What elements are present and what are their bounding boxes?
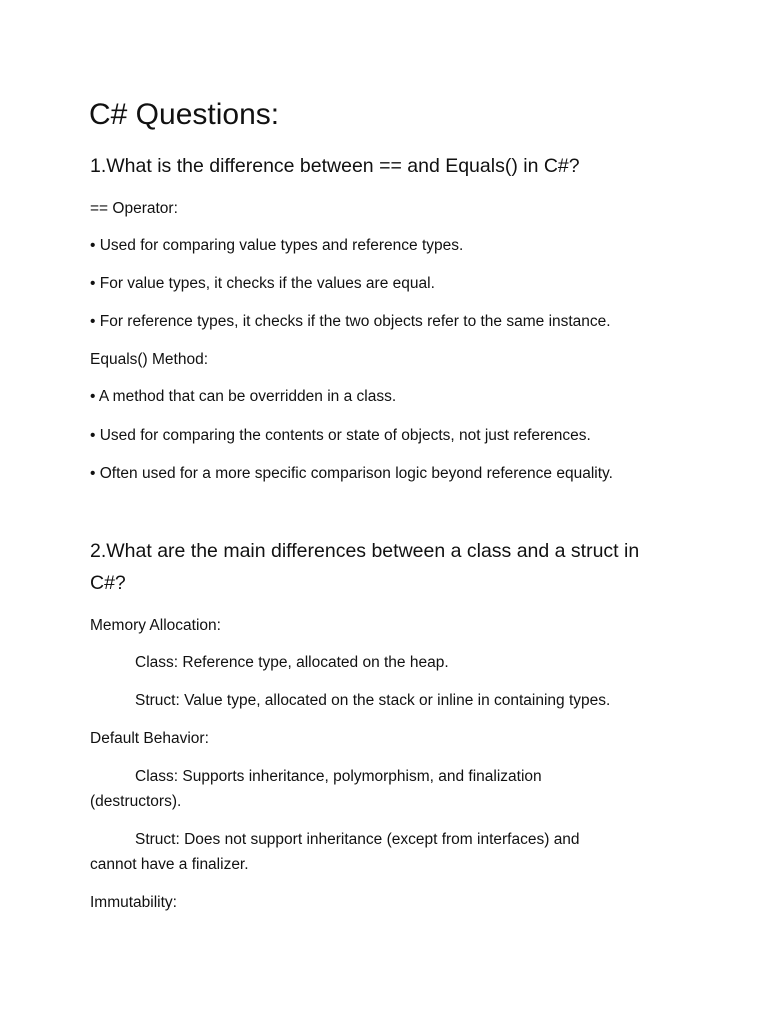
question-2-heading-line-2: C#? [90, 572, 126, 594]
operator-point-3: • For reference types, it checks if the two objects refer to the same instance. [90, 313, 611, 330]
method-point-3: • Often used for a more specific comparison logic beyond reference equality. [90, 465, 613, 482]
operator-label: == Operator: [90, 200, 178, 217]
default-struct-text-line-1: Struct: Does not support inheritance (except from interfaces) and [135, 831, 580, 848]
immutability-label: Immutability: [90, 894, 177, 911]
operator-point-2: • For value types, it checks if the values are equal. [90, 275, 435, 292]
operator-point-1: • Used for comparing value types and reference types. [90, 237, 464, 254]
method-label: Equals() Method: [90, 351, 209, 368]
default-class-text-line-2: (destructors). [90, 793, 182, 810]
method-point-1: • A method that can be overridden in a class. [90, 388, 397, 405]
question-1-heading: 1.What is the difference between == and Equals() in C#? [90, 155, 580, 177]
question-2-heading-line-1: 2.What are the main differences between a class and a struct in [90, 540, 640, 562]
default-class-text-line-1: Class: Supports inheritance, polymorphism, and finalization [135, 768, 542, 785]
default-behavior-label: Default Behavior: [90, 730, 209, 747]
page-title: C# Questions: [89, 98, 280, 131]
memory-struct-text: Struct: Value type, allocated on the stack or inline in containing types. [135, 692, 611, 709]
memory-class-text: Class: Reference type, allocated on the heap. [135, 654, 449, 671]
memory-allocation-label: Memory Allocation: [90, 617, 221, 634]
default-struct-text-line-2: cannot have a finalizer. [90, 856, 249, 873]
method-point-2: • Used for comparing the contents or state of objects, not just references. [90, 427, 591, 444]
